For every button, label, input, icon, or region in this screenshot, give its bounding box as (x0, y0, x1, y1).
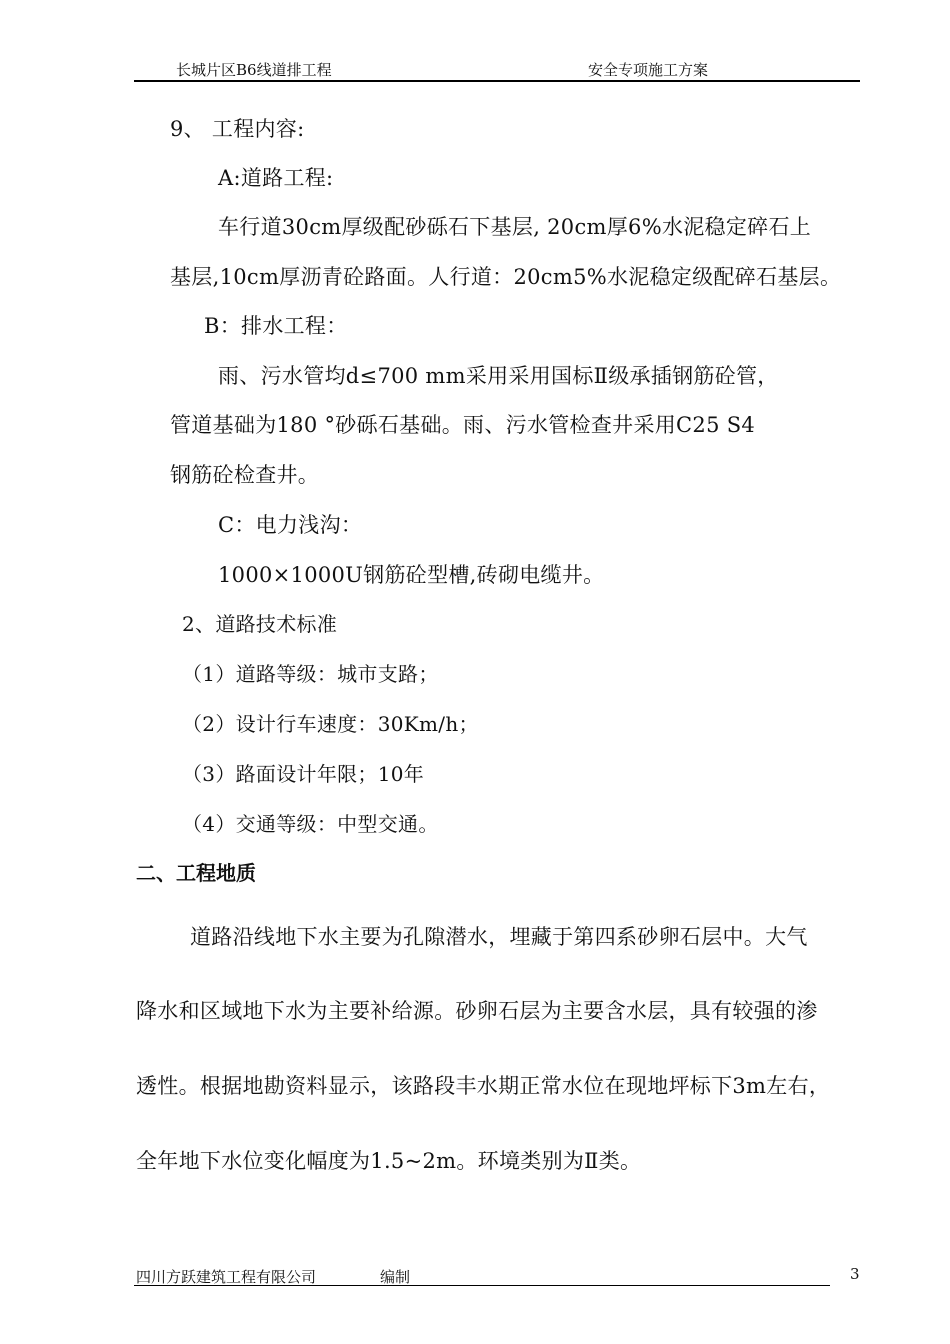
paragraph-line: 管道基础为180 °砂砾石基础。雨、污水管检查井采用C25 S4 (170, 413, 756, 437)
list-item: （1）道路等级：城市支路； (182, 662, 439, 686)
subheading-power-trench: C：电力浅沟： (218, 513, 363, 537)
page-number: 3 (850, 1265, 860, 1283)
item-project-content: 9、 工程内容: (170, 117, 305, 141)
paragraph-line: 全年地下水位变化幅度为1.5~2m。环境类别为Ⅱ类。 (136, 1149, 642, 1173)
section-title-geology: 二、工程地质 (136, 861, 256, 885)
footer-divider (134, 1285, 830, 1286)
paragraph-line: 钢筋砼检查井。 (170, 463, 320, 487)
paragraph-line: 透性。根据地勘资料显示，该路段丰水期正常水位在现地坪标下3m左右， (136, 1074, 831, 1098)
list-item: （4）交通等级：中型交通。 (182, 812, 439, 836)
header-document-type: 安全专项施工方案 (588, 61, 709, 79)
paragraph-line: 1000×1000U钢筋砼型槽,砖砌电缆井。 (218, 563, 605, 587)
paragraph-line: 道路沿线地下水主要为孔隙潜水，埋藏于第四系砂卵石层中。大气 (190, 925, 808, 949)
paragraph-line: 车行道30cm厚级配砂砾石下基层, 20cm厚6%水泥稳定碎石上 (218, 215, 812, 239)
subheading-drainage: B：排水工程： (204, 314, 348, 338)
list-item: （3）路面设计年限；10年 (182, 762, 425, 786)
header-divider (134, 80, 860, 82)
paragraph-line: 雨、污水管均d≤700 mm采用采用国标Ⅱ级承插钢筋砼管， (218, 364, 779, 388)
subheading-road-standards: 2、道路技术标准 (182, 612, 338, 636)
footer-role: 编制 (380, 1268, 411, 1286)
subheading-road-works: A:道路工程: (218, 166, 334, 190)
footer-company: 四川方跃建筑工程有限公司 (136, 1268, 317, 1286)
paragraph-line: 基层,10cm厚沥青砼路面。人行道：20cm5%水泥稳定级配碎石基层。 (170, 265, 842, 289)
list-item: （2）设计行车速度：30Km/h； (182, 712, 479, 736)
paragraph-line: 降水和区域地下水为主要补给源。砂卵石层为主要含水层，具有较强的渗 (136, 999, 818, 1023)
header-project-name: 长城片区B6线道排工程 (176, 61, 332, 79)
